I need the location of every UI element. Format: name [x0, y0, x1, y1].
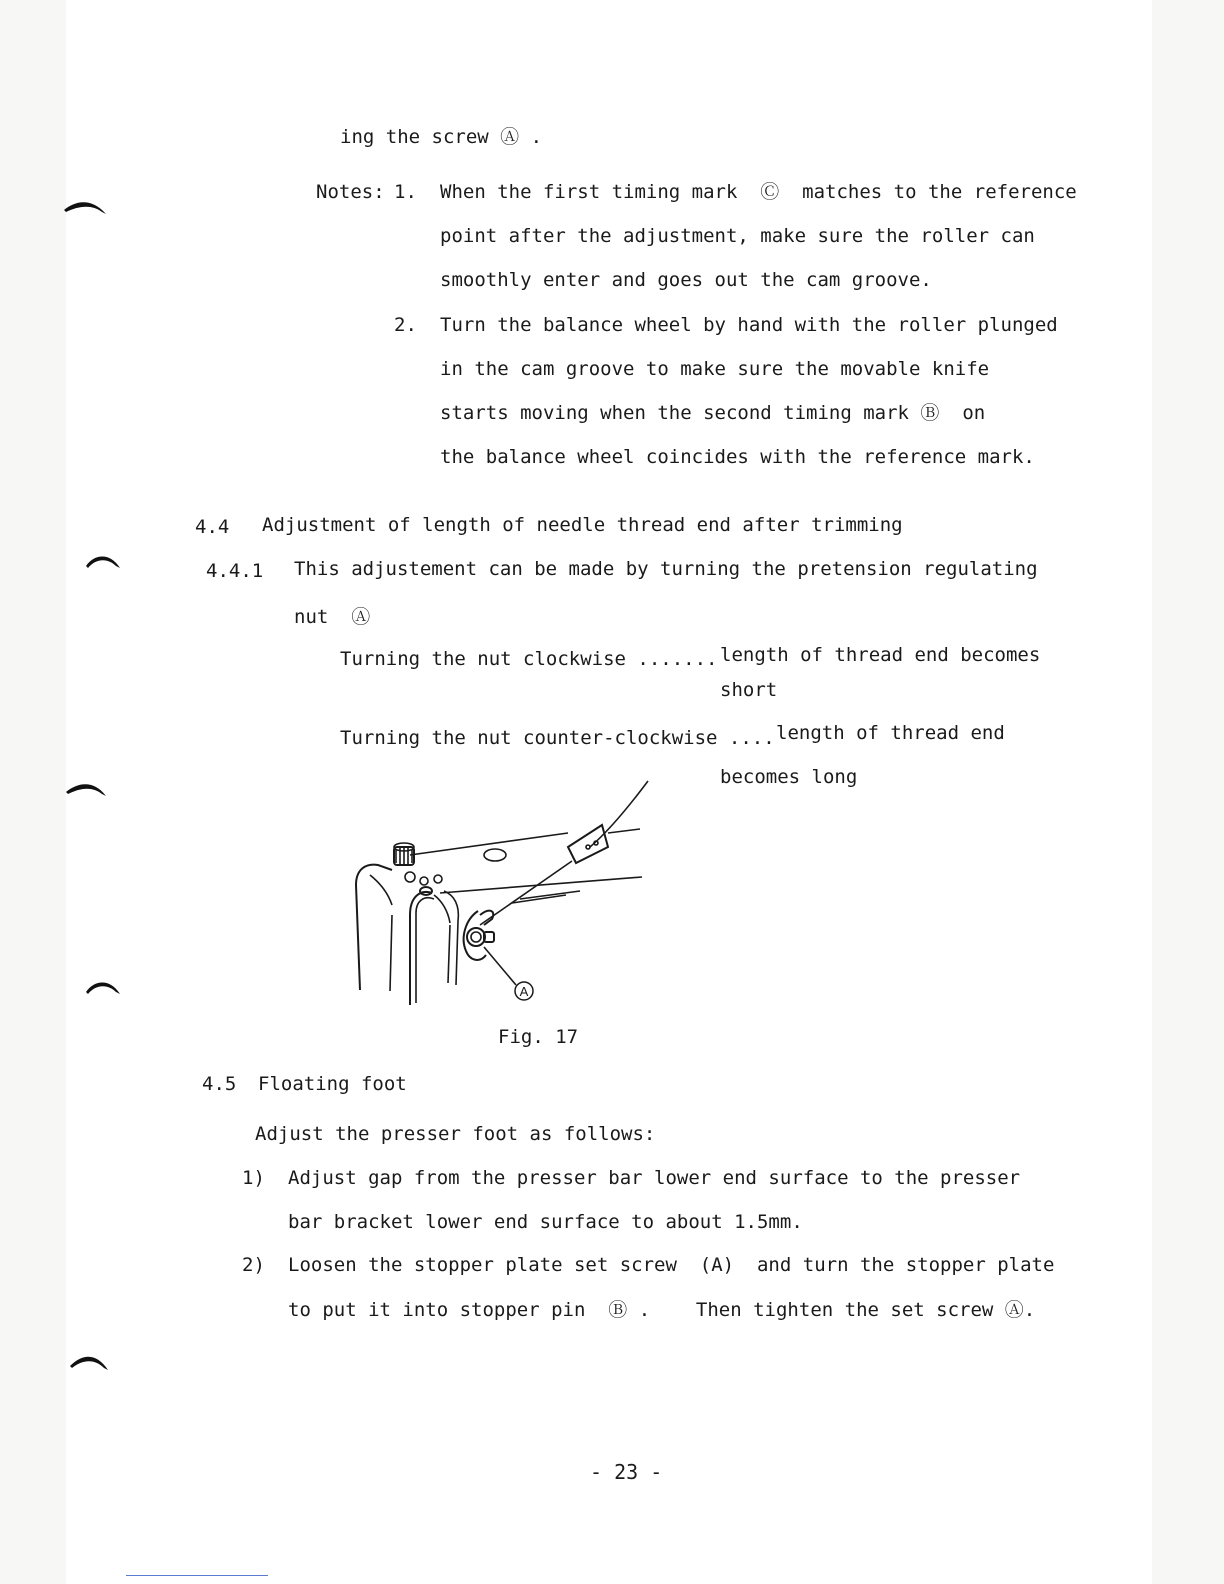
counterclockwise-left: Turning the nut counter-clockwise ....: [340, 727, 775, 749]
figure-callout-label: A: [519, 984, 529, 999]
note-2-line-3: starts moving when the second timing mark Ⓑ on: [440, 402, 986, 424]
section-441-number: 4.4.1: [206, 560, 264, 582]
page-number: - 23 -: [590, 1460, 663, 1484]
intro-line: ing the screw Ⓐ .: [340, 126, 543, 148]
item-2-number: 2): [242, 1254, 265, 1276]
binder-hole-icon: [62, 196, 110, 220]
divider-line: [126, 1575, 268, 1576]
item-1-line-1: Adjust gap from the presser bar lower end surface to the presser: [288, 1167, 1021, 1189]
note-1-line-3: smoothly enter and goes out the cam groove.: [440, 269, 932, 291]
binder-hole-icon: [64, 778, 110, 800]
item-1-number: 1): [242, 1167, 265, 1189]
note-1-line-1: When the first timing mark Ⓒ matches to the reference: [440, 181, 1077, 203]
binder-hole-icon: [68, 1350, 112, 1374]
binder-hole-icon: [84, 976, 124, 998]
figure-caption: Fig. 17: [498, 1026, 579, 1048]
counterclockwise-right-line-2: becomes long: [720, 766, 858, 788]
section-45-number: 4.5: [202, 1073, 237, 1095]
section-44-title: Adjustment of length of needle thread end after trimming: [262, 514, 903, 536]
clockwise-right-line-2: short: [720, 679, 778, 701]
note-2-number: 2.: [394, 314, 417, 336]
notes-label: Notes:: [316, 181, 385, 203]
item-1-line-2: bar bracket lower end surface to about 1.5mm.: [288, 1211, 803, 1233]
clockwise-left: Turning the nut clockwise .......: [340, 648, 718, 670]
section-441-line-2: nut Ⓐ: [294, 606, 371, 628]
note-2-line-2: in the cam groove to make sure the movable knife: [440, 358, 990, 380]
note-1-line-2: point after the adjustment, make sure the roller can: [440, 225, 1035, 247]
note-2-line-4: the balance wheel coincides with the reference mark.: [440, 446, 1035, 468]
pretension-nut-illustration: [340, 775, 660, 1015]
section-45-intro: Adjust the presser foot as follows:: [255, 1123, 656, 1145]
note-2-line-1: Turn the balance wheel by hand with the roller plunged: [440, 314, 1058, 336]
note-1-number: 1.: [394, 181, 417, 203]
section-45-title: Floating foot: [258, 1073, 407, 1095]
section-441-line-1: This adjustement can be made by turning the pretension regulating: [294, 558, 1038, 580]
section-44-number: 4.4: [195, 516, 230, 538]
clockwise-right-line-1: length of thread end becomes: [720, 644, 1041, 666]
binder-hole-icon: [84, 550, 124, 572]
item-2-line-2: to put it into stopper pin Ⓑ . Then tighten the set screw Ⓐ.: [288, 1299, 1036, 1321]
counterclockwise-right-line-1: length of thread end: [776, 722, 1005, 744]
item-2-line-1: Loosen the stopper plate set screw (A) and turn the stopper plate: [288, 1254, 1055, 1276]
